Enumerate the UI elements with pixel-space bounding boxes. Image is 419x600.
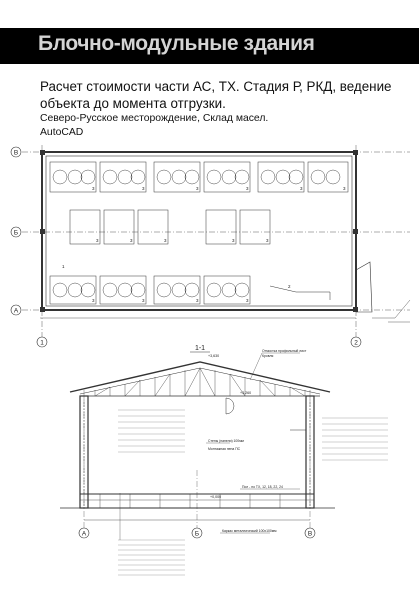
spec-table-right <box>322 418 388 460</box>
axis-label-a: А <box>13 307 19 315</box>
cell-number: 3 <box>246 298 249 303</box>
note-floor: Пол - по ТХ, 12, 18, 22, 24 <box>242 485 283 489</box>
axis-label-b: Б <box>13 229 19 237</box>
elevation-mark: +3,630 <box>208 354 220 358</box>
software-label: AutoCAD <box>40 127 84 138</box>
note-foam: Монтажная пена ПС <box>208 447 241 451</box>
cell-number: 2 <box>288 284 291 289</box>
axis-label-v: В <box>13 149 19 157</box>
cell-number: 3 <box>196 298 199 303</box>
cell-number: 3 <box>142 186 145 191</box>
cell-number: 3 <box>266 238 269 243</box>
cell-number: 3 <box>164 238 167 243</box>
axis-label-2: 2 <box>354 339 358 347</box>
floor-plan <box>22 145 410 340</box>
spec-table-left <box>118 410 185 452</box>
elevation-mark: +3,260 <box>240 391 252 395</box>
cell-number: 3 <box>92 298 95 303</box>
project-subtitle: Северо-Русское месторождение, Склад масел. <box>40 113 269 124</box>
cell-number: 3 <box>300 186 303 191</box>
spec-table-floor <box>118 540 185 575</box>
cell-number: 3 <box>343 186 346 191</box>
cell-number: 3 <box>232 238 235 243</box>
section-axis-b: Б <box>194 530 200 538</box>
note-roofing: Отмостка профильный лист <box>262 349 307 353</box>
banner-title: Блочно-модульные здания <box>38 32 315 55</box>
cell-number: 1 <box>62 264 65 269</box>
section-drawing <box>60 362 335 528</box>
section-axis-a: А <box>81 530 87 538</box>
cell-number: 3 <box>92 186 95 191</box>
cell-number: 3 <box>196 186 199 191</box>
section-axis-v: В <box>307 530 313 538</box>
note-roof: Кровля <box>262 354 274 358</box>
note-wall: Стены (панели) 100мм <box>208 439 244 443</box>
project-heading: Расчет стоимости части АС, ТХ. Стадия Р, РКД, ведение объекта до момента отгрузки. <box>40 79 392 111</box>
cell-number: 3 <box>130 238 133 243</box>
elevation-mark: +0,000 <box>210 495 222 499</box>
cell-number: 3 <box>246 186 249 191</box>
axis-label-1: 1 <box>40 339 44 347</box>
section-title: 1-1 <box>194 345 206 352</box>
cell-number: 3 <box>142 298 145 303</box>
cell-number: 3 <box>96 238 99 243</box>
note-frame: Каркас металлический 100х100мм <box>222 529 277 533</box>
